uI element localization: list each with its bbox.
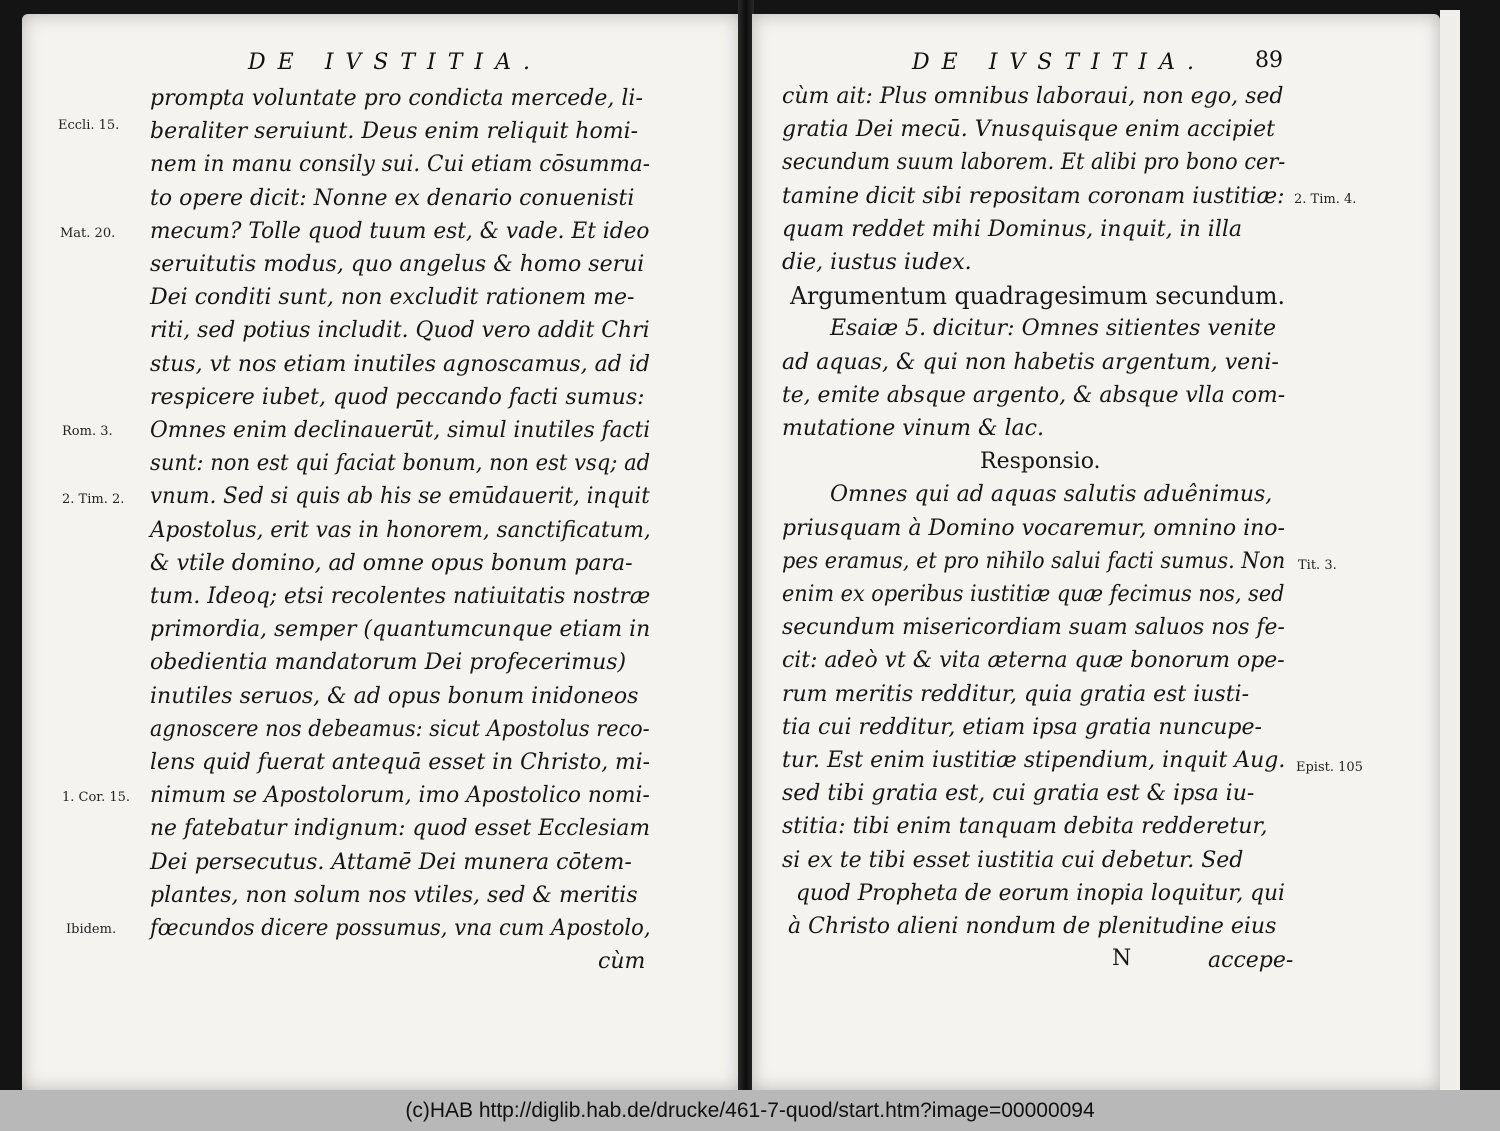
page-edge: [1440, 10, 1460, 1090]
text-line: priusquam à Domino vocaremur, omnino ino-: [782, 515, 1285, 541]
text-line: primordia, semper (quantumcunque etiam in: [150, 617, 651, 643]
text-line: mecum? Tolle quod tuum est, & vade. Et ideo: [150, 218, 650, 244]
text-line: respicere iubet, quod peccando facti sumus:: [150, 384, 645, 410]
margin-note: Tit. 3.: [1298, 558, 1337, 573]
text-line: obedientia mandatorum Dei profecerimus): [150, 650, 627, 676]
text-line: inutiles seruos, & ad opus bonum inidoneos: [150, 683, 639, 709]
text-line: ad aquas, & qui non habetis argentum, veni-: [782, 349, 1279, 375]
text-line: prompta voluntate pro condicta mercede, li-: [150, 86, 643, 111]
text-line: seruitutis modus, quo angelus & homo serui: [150, 252, 645, 277]
text-line: quod Propheta de eorum inopia loquitur, qui: [796, 880, 1285, 906]
text-line: vnum. Sed si quis ab his se emūdauerit, inquit: [150, 484, 650, 510]
response-heading: Responsio.: [980, 449, 1101, 475]
copyright-footer: (c)HAB http://diglib.hab.de/drucke/461-7-quod/start.htm?image=00000094: [0, 1090, 1500, 1131]
text-line: ne fatebatur indignum: quod esset Ecclesiam: [150, 816, 651, 842]
text-line: plantes, non solum nos vtiles, sed & meritis: [150, 882, 638, 908]
text-line: tur. Est enim iustitiæ stipendium, inquit Aug.: [782, 748, 1286, 773]
text-line: à Christo alieni nondum de plenitudine eius: [788, 914, 1277, 939]
text-line: agnoscere nos debeamus: sicut Apostolus reco-: [150, 716, 650, 742]
text-line: tamine dicit sibi repositam coronam iustitiæ:: [782, 183, 1285, 209]
text-line: die, iustus iudex.: [782, 250, 972, 275]
text-line: nem in manu consily sui. Cui etiam cōsumma-: [150, 152, 650, 178]
text-line: tum. Ideoq; etsi recolentes natiuitatis nostræ: [150, 584, 651, 609]
text-line: lens quid fuerat antequā esset in Christo, mi-: [150, 750, 651, 775]
text-line: Omnes qui ad aquas salutis aduênimus,: [830, 482, 1273, 508]
text-line: tia cui redditur, etiam ipsa gratia nuncupe-: [782, 714, 1262, 740]
catchword: accepe-: [1208, 948, 1294, 973]
text-line: cùm ait: Plus omnibus laboraui, non ego, sed: [782, 84, 1284, 109]
right-running-header: DE IVSTITIA.: [912, 50, 1206, 75]
text-line: stus, vt nos etiam inutiles agnoscamus, ad id: [150, 351, 650, 377]
text-line: gratia Dei mecū. Vnusquisque enim accipiet: [782, 117, 1275, 143]
text-line: sed tibi gratia est, cui gratia est & ipsa iu-: [782, 781, 1255, 807]
margin-note: Rom. 3.: [62, 424, 113, 439]
text-line: sunt: non est qui faciat bonum, non est vsq; ad: [150, 451, 651, 477]
text-line: to opere dicit: Nonne ex denario conuenisti: [150, 185, 635, 211]
text-line: pes eramus, et pro nihilo salui facti sumus. Non: [782, 548, 1286, 574]
text-line: enim ex operibus iustitiæ quæ fecimus nos, sed: [782, 582, 1285, 607]
text-line: beraliter seruiunt. Deus enim reliquit homi-: [150, 119, 639, 145]
text-line: riti, sed potius includit. Quod vero addit Chri: [150, 318, 650, 344]
text-line: Omnes enim declinauerūt, simul inutiles facti: [150, 418, 651, 443]
text-line: Apostolus, erit vas in honorem, sanctificatum,: [150, 517, 651, 543]
text-line: Dei persecutus. Attamē Dei munera cōtem-: [150, 849, 632, 875]
text-line: fœcundos dicere possumus, vna cum Apostolo,: [150, 916, 651, 941]
margin-note: 2. Tim. 4.: [1294, 192, 1357, 207]
text-line: nimum se Apostolorum, imo Apostolico nomi-: [150, 783, 650, 809]
text-line: si ex te tibi esset iustitia cui debetur. Sed: [782, 847, 1244, 873]
margin-note: Eccli. 15.: [58, 118, 120, 133]
text-line: & vtile domino, ad omne opus bonum para-: [150, 550, 633, 576]
margin-note: 2. Tim. 2.: [62, 492, 125, 507]
margin-note: Epist. 105: [1296, 760, 1363, 775]
text-line: rum meritis redditur, quia gratia est iusti-: [782, 681, 1250, 707]
signature-mark: N: [1112, 946, 1132, 971]
left-running-header: DE IVSTITIA.: [248, 50, 542, 75]
text-line: secundum suum laborem. Et alibi pro bono cer-: [782, 150, 1286, 176]
text-line: te, emite absque argento, & absque vlla com-: [782, 382, 1286, 408]
text-line: Esaiæ 5. dicitur: Omnes sitientes venite: [830, 316, 1276, 342]
text-line: quam reddet mihi Dominus, inquit, in illa: [782, 216, 1243, 242]
margin-note: Mat. 20.: [60, 226, 116, 241]
text-line: cit: adeò vt & vita æterna quæ bonorum ope-: [782, 648, 1285, 674]
text-line: stitia: tibi enim tanquam debita redderetur,: [782, 814, 1268, 840]
text-line: mutatione vinum & lac.: [782, 416, 1044, 441]
margin-note: 1. Cor. 15.: [62, 790, 131, 805]
argument-heading: Argumentum quadragesimum secundum.: [790, 282, 1285, 311]
text-line: secundum misericordiam suam saluos nos fe-: [782, 615, 1285, 641]
text-line: cùm: [598, 949, 646, 975]
text-line: Dei conditi sunt, non excludit rationem me-: [150, 285, 635, 311]
page-number: 89: [1255, 48, 1283, 73]
margin-note: Ibidem.: [66, 922, 117, 937]
